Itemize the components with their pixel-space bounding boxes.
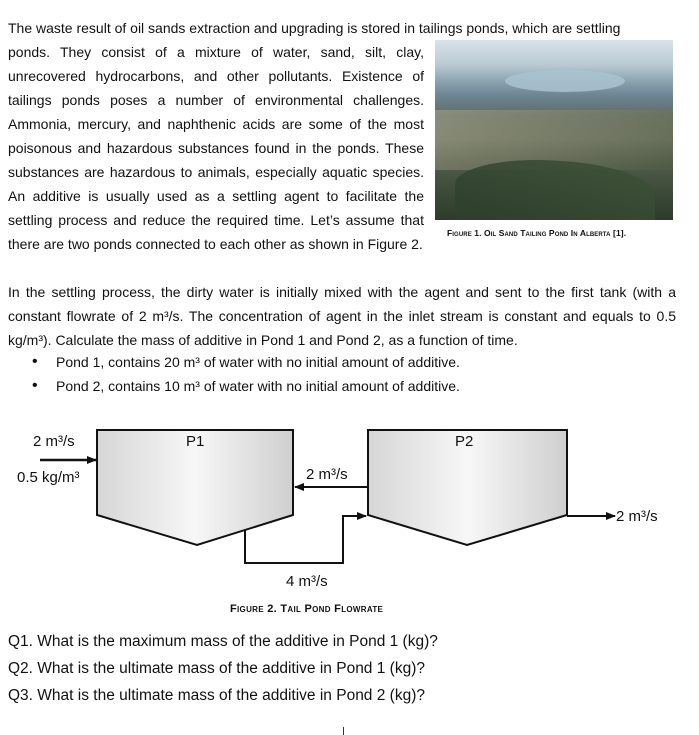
- question-2: Q2. What is the ultimate mass of the additive in Pond 1 (kg)?: [8, 660, 425, 677]
- problem-paragraph: In the settling process, the dirty water is initially mixed with the agent and sent to the first tank (with a constant flowrate of 2 m³/s. The concentration of agent in the inlet stream is constant and equals to 0.5 kg/m³). Calculate the mass of additive in Pond 1 and Pond 2, as a function of time.: [8, 284, 676, 348]
- page-break-mark: [343, 727, 344, 735]
- question-1: Q1. What is the maximum mass of the additive in Pond 1 (kg)?: [8, 633, 438, 650]
- intro-paragraph: ponds. They consist of a mixture of water, sand, silt, clay, unrecovered hydrocarbons, and other pollutants. Existence of tailings ponds poses a number of environmental challenges. Ammonia, mercury, and naphthenic acids are some of the most poisonous and hazardous substances found in the ponds. These substances are hazardous to animals, especially aquatic species. An additive is usually used as a settling agent to facilitate the settling process and reduce the required time. Let’s assume that: [8, 44, 424, 228]
- outlet-flow-label: 2 m³/s: [616, 508, 658, 525]
- inlet-flow-label: 2 m³/s: [33, 433, 75, 450]
- recycle-flow-label: 2 m³/s: [306, 466, 348, 483]
- transfer-flow-label: 4 m³/s: [286, 573, 328, 590]
- question-3: Q3. What is the ultimate mass of the additive in Pond 2 (kg)?: [8, 687, 425, 704]
- intro-paragraph-tail: there are two ponds connected to each other as shown in Figure 2.: [8, 236, 423, 252]
- list-item: • Pond 1, contains 20 m³ of water with no initial amount of additive.: [30, 350, 460, 374]
- pond1-label: P1: [186, 433, 205, 450]
- pond-list: [30, 350, 460, 398]
- figure1-caption: Figure 1. Oil Sand Tailing Pond In Alberta [1].: [447, 228, 627, 238]
- list-item: • Pond 2, contains 10 m³ of water with no initial amount of additive.: [30, 374, 460, 398]
- figure2-caption: Figure 2. Tail Pond Flowrate: [230, 603, 384, 615]
- pond-flow-diagram: [0, 410, 699, 610]
- pond2-label: P2: [455, 433, 474, 450]
- intro-first-line: The waste result of oil sands extraction and upgrading is stored in tailings ponds, which are settling: [8, 20, 621, 36]
- tailing-pond-photo: [435, 40, 673, 220]
- inlet-conc-label: 0.5 kg/m³: [17, 469, 80, 486]
